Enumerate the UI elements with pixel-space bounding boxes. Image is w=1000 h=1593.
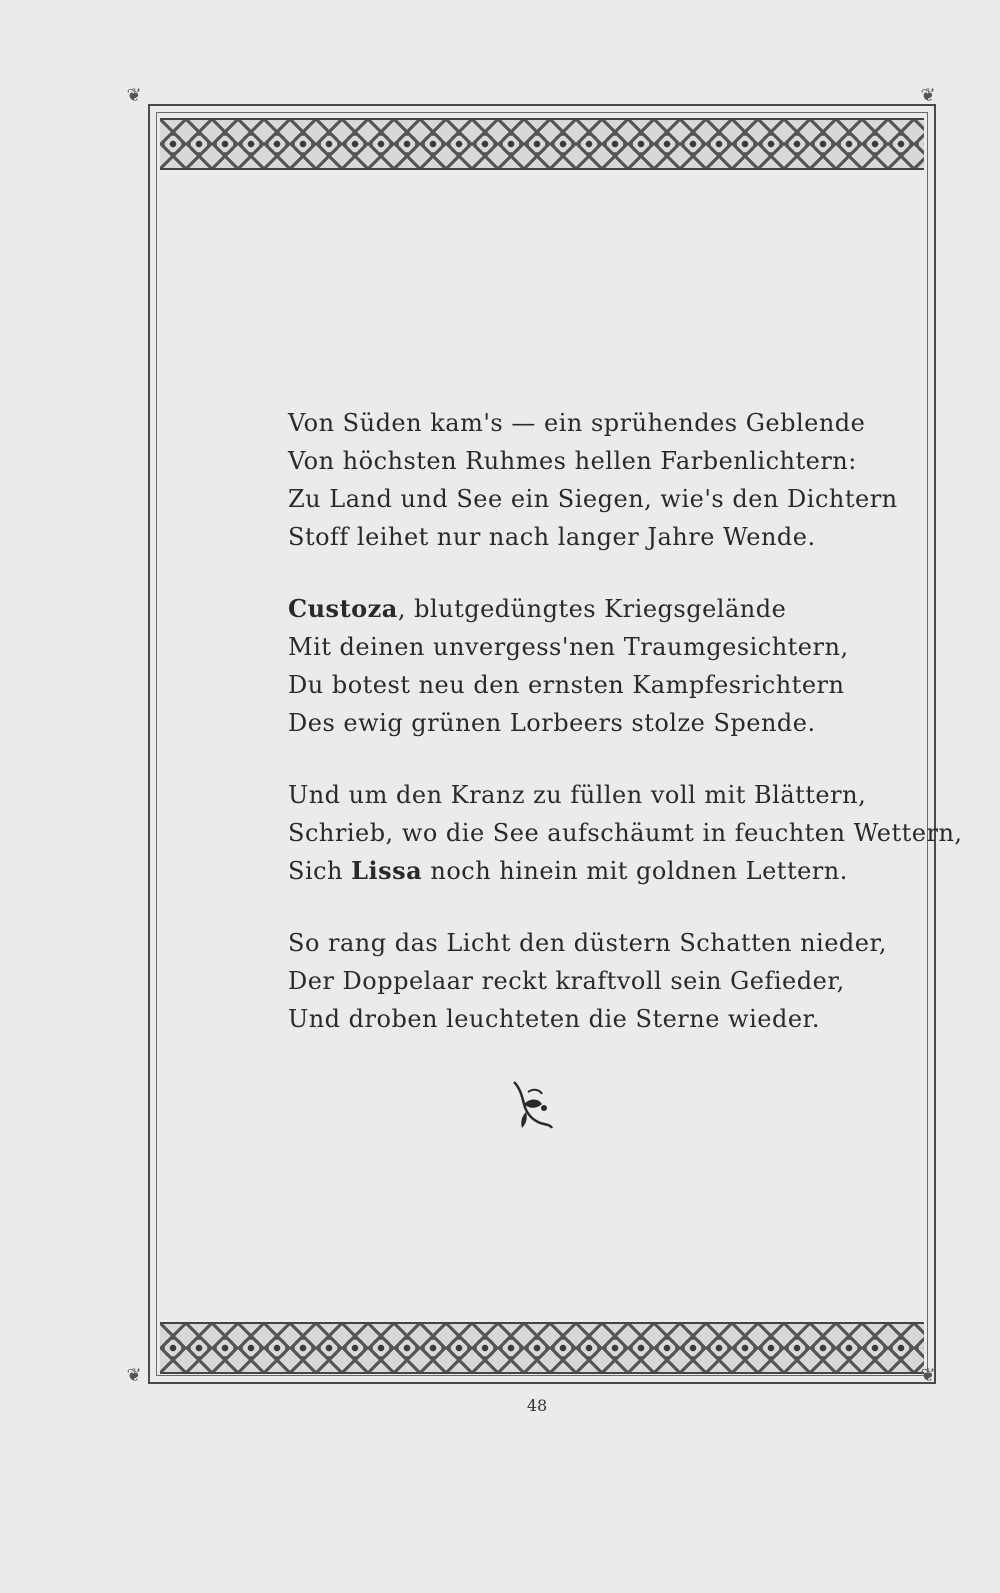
poem-line: Und um den Kranz zu füllen voll mit Blättern, bbox=[288, 781, 867, 809]
poem-line: Der Doppelaar reckt kraftvoll sein Gefieder, bbox=[288, 967, 845, 995]
poem-line bbox=[288, 852, 848, 890]
corner-ornament-icon: ❦ bbox=[920, 1365, 936, 1386]
poem-line bbox=[288, 590, 848, 628]
corner-ornament-icon: ❦ bbox=[126, 1365, 142, 1386]
poem-line: Und droben leuchteten die Sterne wieder. bbox=[288, 1005, 821, 1033]
stanza bbox=[288, 404, 898, 556]
poem-line: Zu Land und See ein Siegen, wie's den Dichtern bbox=[288, 485, 898, 513]
ornament-band-bottom bbox=[160, 1322, 924, 1374]
poem-line: Stoff leihet nur nach langer Jahre Wende. bbox=[288, 523, 816, 551]
poem-line-start: Sich bbox=[288, 857, 352, 885]
poem-line: Von höchsten Ruhmes hellen Farbenlichtern: bbox=[288, 447, 857, 475]
ornament-band-top bbox=[160, 118, 924, 170]
corner-ornament-icon: ❦ bbox=[126, 85, 142, 106]
emphasized-place-name: Custoza bbox=[288, 594, 398, 623]
poem-line: Mit deinen unvergess'nen Traumgesichtern, bbox=[288, 633, 849, 661]
stanza bbox=[288, 590, 848, 742]
poem bbox=[288, 404, 963, 1072]
poem-line: Du botest neu den ernsten Kampfesrichtern bbox=[288, 671, 845, 699]
poem-line-rest: , blutgedüngtes Kriegsgelände bbox=[397, 595, 787, 623]
poem-line: Von Süden kam's — ein sprühendes Geblende bbox=[288, 409, 866, 437]
poem-line-rest: noch hinein mit goldnen Lettern. bbox=[422, 857, 848, 885]
page-number: 48 bbox=[526, 1396, 548, 1415]
stanza bbox=[288, 924, 887, 1038]
poem-line: Schrieb, wo die See aufschäumt in feuchten Wettern, bbox=[288, 819, 963, 847]
poem-line: So rang das Licht den düstern Schatten nieder, bbox=[288, 929, 887, 957]
fleuron-icon bbox=[508, 1078, 556, 1132]
corner-ornament-icon: ❦ bbox=[920, 85, 936, 106]
emphasized-place-name: Lissa bbox=[351, 856, 423, 885]
stanza bbox=[288, 776, 963, 890]
poem-line: Des ewig grünen Lorbeers stolze Spende. bbox=[288, 709, 816, 737]
